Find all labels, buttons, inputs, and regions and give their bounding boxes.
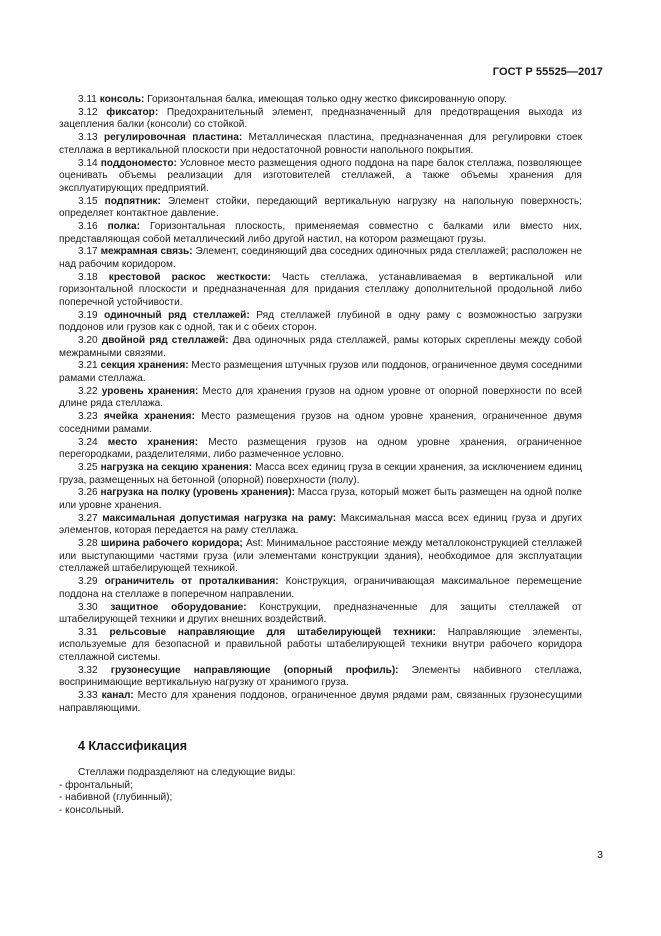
term-title: ширина рабочего коридора;	[100, 538, 243, 550]
term-definition: Направляющие элементы, используемые для безопасной и правильной работы штабелирующей техники внутри рабочего коридора стеллажной системы.	[59, 626, 582, 663]
term-paragraph	[59, 462, 582, 487]
list-item: - фронтальный;	[59, 779, 133, 791]
term-title: ограничитель от проталкивания:	[104, 576, 279, 588]
term-paragraph	[59, 221, 582, 246]
term-paragraph	[59, 246, 582, 271]
term-title: полка:	[107, 220, 141, 232]
term-definition: Предохранительный элемент, предназначенный для предотвращения выхода из зацепления балки (консоли) со стойкой.	[59, 106, 582, 131]
term-number: 3.18	[78, 271, 98, 283]
term-title: грузонесущие направляющие (опорный профиль):	[110, 664, 399, 676]
term-paragraph	[59, 411, 582, 436]
term-paragraph	[59, 576, 582, 601]
term-definition: Два одиночных ряда стеллажей, рамы которых скреплены между собой межрамными связями.	[59, 335, 582, 359]
term-number: 3.33	[78, 690, 98, 702]
term-number: 3.15	[78, 195, 98, 207]
term-title: поддономесто:	[100, 157, 177, 169]
term-definition: Место размещения грузов на одном уровне хранения, ограниченное двумя соседними рамами.	[59, 411, 582, 435]
term-definition: Горизонтальная балка, имеющая только одну жестко фиксированную опору.	[147, 94, 507, 105]
term-number: 3.11	[78, 94, 97, 105]
term-paragraph	[59, 627, 582, 665]
term-paragraph	[59, 665, 582, 690]
term-number: 3.23	[78, 411, 98, 423]
term-title: уровень хранения:	[101, 385, 199, 397]
terms-list	[59, 94, 582, 715]
term-number: 3.26	[78, 487, 98, 499]
section-title: 4 Классификация	[78, 739, 188, 754]
standard-header: ГОСТ Р 55525—2017	[492, 66, 603, 78]
term-paragraph	[59, 513, 582, 538]
term-number: 3.22	[78, 385, 98, 397]
term-number: 3.28	[78, 538, 98, 550]
term-number: 3.27	[78, 512, 98, 524]
term-title: консоль:	[99, 94, 145, 105]
term-number: 3.20	[78, 335, 98, 347]
term-title: секция хранения:	[100, 360, 189, 372]
term-definition: Условное место размещения одного поддона на паре балок стеллажа, позволяющее оценивать объемы реализации для изготовителей стеллажей, а также объемы хранения для эксплуатирующих предприятий.	[59, 157, 582, 194]
term-number: 3.17	[78, 246, 98, 258]
term-paragraph	[59, 196, 582, 221]
term-definition: Масса всех единиц груза в секции хранения, за исключением единиц груза, размещенных на бетонной (опорной) поверхности (полу).	[59, 462, 582, 486]
term-paragraph	[59, 487, 582, 512]
term-paragraph	[59, 158, 582, 196]
term-number: 3.25	[78, 462, 98, 474]
term-definition: Ast: Минимальное расстояние между металлоконструкцией стеллажей или выступающими частями груза (или элементами конструкции здания), необходимое для эксплуатации стеллажей штабелирующей техникой.	[59, 538, 583, 575]
term-definition: Конструкция, ограничивающая максимальное перемещение поддона на стеллаже в поперечном направлении.	[59, 576, 582, 600]
term-definition: Место размещения штучных грузов или поддонов, ограниченное двумя соседними рамами стеллажа.	[59, 360, 582, 384]
term-paragraph	[59, 360, 582, 385]
list-item: - консольный.	[59, 804, 124, 816]
term-definition: Элемент, соединяющий два соседних одиночных ряда стеллажей; расположен не над рабочим коридором.	[59, 246, 582, 270]
term-number: 3.19	[78, 309, 98, 321]
term-number: 3.32	[78, 664, 98, 676]
term-number: 3.16	[78, 220, 98, 232]
term-paragraph	[59, 272, 582, 310]
term-definition: Элементы набивного стеллажа, воспринимающие вертикальную нагрузку от хранимого груза.	[59, 664, 582, 689]
term-title: ячейка хранения:	[103, 411, 195, 423]
term-paragraph	[59, 132, 582, 157]
page-number: 3	[597, 849, 603, 861]
term-number: 3.31	[78, 626, 98, 638]
document-body	[59, 94, 582, 817]
term-title: максимальная допустимая нагрузка на раму:	[102, 512, 337, 524]
term-number: 3.30	[78, 601, 98, 613]
term-definition: Горизонтальная плоскость, применяемая совместно с балками или вместо них, представляющая собой металлический либо другой настил, на котором размещают грузы.	[59, 220, 583, 245]
term-number: 3.29	[78, 576, 98, 588]
term-paragraph	[59, 94, 582, 107]
term-title: место хранения:	[107, 436, 199, 448]
term-number: 3.14	[78, 157, 98, 169]
term-paragraph	[59, 386, 582, 411]
term-paragraph	[59, 602, 582, 627]
list-item: - набивной (глубинный);	[59, 792, 173, 804]
term-title: фиксатор:	[106, 106, 159, 118]
term-title: регулировочная пластина:	[104, 132, 243, 144]
term-paragraph	[59, 107, 582, 132]
term-definition: Элемент стойки, передающий вертикальную нагрузку на напольную поверхность; определяет контактное давление.	[59, 195, 582, 220]
term-definition: Часть стеллажа, устанавливаемая в вертикальной или горизонтальной плоскости и предназначенная для придания стеллажу дополнительной продольной либо поперечной устойчивости.	[59, 271, 582, 308]
term-title: одиночный ряд стеллажей:	[104, 309, 250, 321]
term-paragraph	[59, 437, 582, 462]
term-title: двойной ряд стеллажей:	[101, 335, 229, 347]
term-number: 3.24	[78, 436, 98, 448]
term-title: рельсовые направляющие для штабелирующей техники:	[109, 626, 436, 638]
term-title: защитное оборудование:	[110, 601, 247, 613]
term-title: канал:	[101, 690, 134, 702]
term-title: межрамная связь:	[100, 246, 193, 258]
term-definition: Металлическая пластина, предназначенная для регулировки стоек стеллажа в вертикальной плоскости при недостаточной ровности напольного покрытия.	[59, 132, 583, 156]
section-intro: Стеллажи подразделяют на следующие виды:	[78, 766, 296, 778]
term-definition: Масса груза, который может быть размещен на одной полке или уровне хранения.	[59, 487, 582, 511]
classification-list	[59, 780, 582, 818]
term-number: 3.21	[78, 360, 98, 372]
term-definition: Конструкции, предназначенные для защиты стеллажей от штабелирующей техники и других внешних воздействий.	[59, 601, 582, 626]
term-definition: Место для хранения грузов на одном уровне от опорной поверхности по всей длине ряда стеллажа.	[59, 385, 583, 410]
term-paragraph	[59, 690, 582, 715]
term-title: подпятник:	[104, 195, 161, 207]
term-number: 3.12	[78, 106, 98, 118]
term-number: 3.13	[78, 132, 98, 144]
term-definition: Ряд стеллажей глубиной в одну раму с возможностью загрузки поддонов или грузов как с одной, так и с обеих сторон.	[59, 309, 582, 334]
term-title: нагрузка на секцию хранения:	[100, 462, 253, 474]
term-definition: Место для хранения поддонов, ограниченное двумя рядами рам, связанных грузонесущими направляющими.	[59, 690, 582, 714]
term-definition: Место размещения грузов на одном уровне хранения, ограниченное перегородками, разделителями, либо размеченное условно.	[59, 436, 582, 461]
term-paragraph	[59, 538, 582, 576]
term-paragraph	[59, 310, 582, 335]
term-title: нагрузка на полку (уровень хранения):	[100, 487, 295, 499]
term-definition: Максимальная масса всех единиц груза и других элементов, которая передается на раму стеллажа.	[59, 512, 582, 537]
term-paragraph	[59, 335, 582, 360]
term-title: крестовой раскос жесткости:	[108, 271, 271, 283]
